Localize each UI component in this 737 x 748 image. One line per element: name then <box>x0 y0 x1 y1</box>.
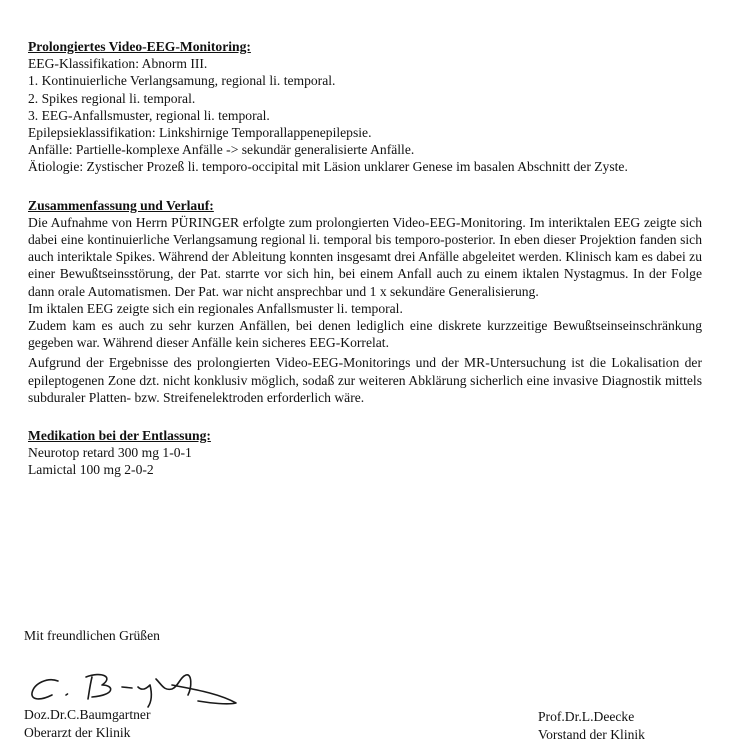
medication-item: Lamictal 100 mg 2-0-2 <box>28 462 154 478</box>
eeg-classification: EEG-Klassifikation: Abnorm III. <box>28 56 208 72</box>
summary-paragraph-2: Im iktalen EEG zeigte sich ein regionales Anfallsmuster li. temporal. <box>28 300 403 316</box>
signer-left-role: Oberarzt der Klinik <box>24 725 131 740</box>
medication-heading: Medikation bei der Entlassung: <box>28 428 211 444</box>
closing-greeting: Mit freundlichen Grüßen <box>24 628 160 643</box>
etiology: Ätiologie: Zystischer Prozeß li. temporo-occipital mit Läsion unklarer Genese im basalen Abschnitt der Zyste. <box>28 159 628 175</box>
summary-paragraph-4: Aufgrund der Ergebnisse des prolongierten Video-EEG-Monitorings und der MR-Untersuchung ist die Lokalisation der epileptogenen Zone dzt. nicht konklusiv möglich, sodaß zur weiteren Abklärung sicherlich eine invasive Diagnostik mittels subduraler Platten- bzw. Streifenelektroden erforderlich wäre. <box>28 355 702 405</box>
summary-heading: Zusammenfassung und Verlauf: <box>28 197 214 213</box>
finding-1: 1. Kontinuierliche Verlangsamung, regional li. temporal. <box>28 73 336 89</box>
signature-block-right <box>538 708 645 744</box>
signer-left-name: Doz.Dr.C.Baumgartner <box>24 707 151 722</box>
finding-3: 3. EEG-Anfallsmuster, regional li. temporal. <box>28 107 270 123</box>
monitoring-section <box>28 38 702 176</box>
summary-paragraph-1: Die Aufnahme von Herrn PÜRINGER erfolgte zum prolongierten Video-EEG-Monitoring. Im interiktalen EEG zeigte sich dabei eine kontinuierliche Verlangsamung regional li. temporal bis temporo-posterior. In eben dieser Projektion fanden sich auch interiktale Spikes. Während der Ableitung konnten insgesamt drei Anfälle abgeleitet werden. Klinisch kam es dabei zu einer Bewußtseinsstörung, der Pat. starrte vor sich hin, bei einem Anfall auch zu einem iktalen Nystagmus. In der Folge dann orale Automatismen. Der Pat. war nicht ansprechbar und 1 x sekundäre Generalisierung. <box>28 214 702 299</box>
summary-paragraph-3: Zudem kam es auch zu sehr kurzen Anfällen, bei denen lediglich eine diskrete kurzzeitige Bewußtseinseinschränkung gegeben war. Während dieser Anfälle kein sicheres EEG-Korrelat. <box>28 318 702 351</box>
epilepsy-classification: Epilepsieklassifikation: Linkshirnige Temporallappenepilepsie. <box>28 125 372 141</box>
medication-item: Neurotop retard 300 mg 1-0-1 <box>28 445 192 461</box>
signer-right-role: Vorstand der Klinik <box>538 727 645 742</box>
signer-right-name: Prof.Dr.L.Deecke <box>538 709 635 724</box>
signature-block-left <box>24 706 150 742</box>
summary-section <box>28 197 702 352</box>
monitoring-heading: Prolongiertes Video-EEG-Monitoring: <box>28 39 251 54</box>
finding-2: 2. Spikes regional li. temporal. <box>28 90 196 106</box>
conclusion-section <box>28 354 702 406</box>
letter-body <box>28 38 702 479</box>
medication-section <box>28 427 702 479</box>
seizures: Anfälle: Partielle-komplexe Anfälle -> sekundär generalisierte Anfälle. <box>28 142 415 158</box>
